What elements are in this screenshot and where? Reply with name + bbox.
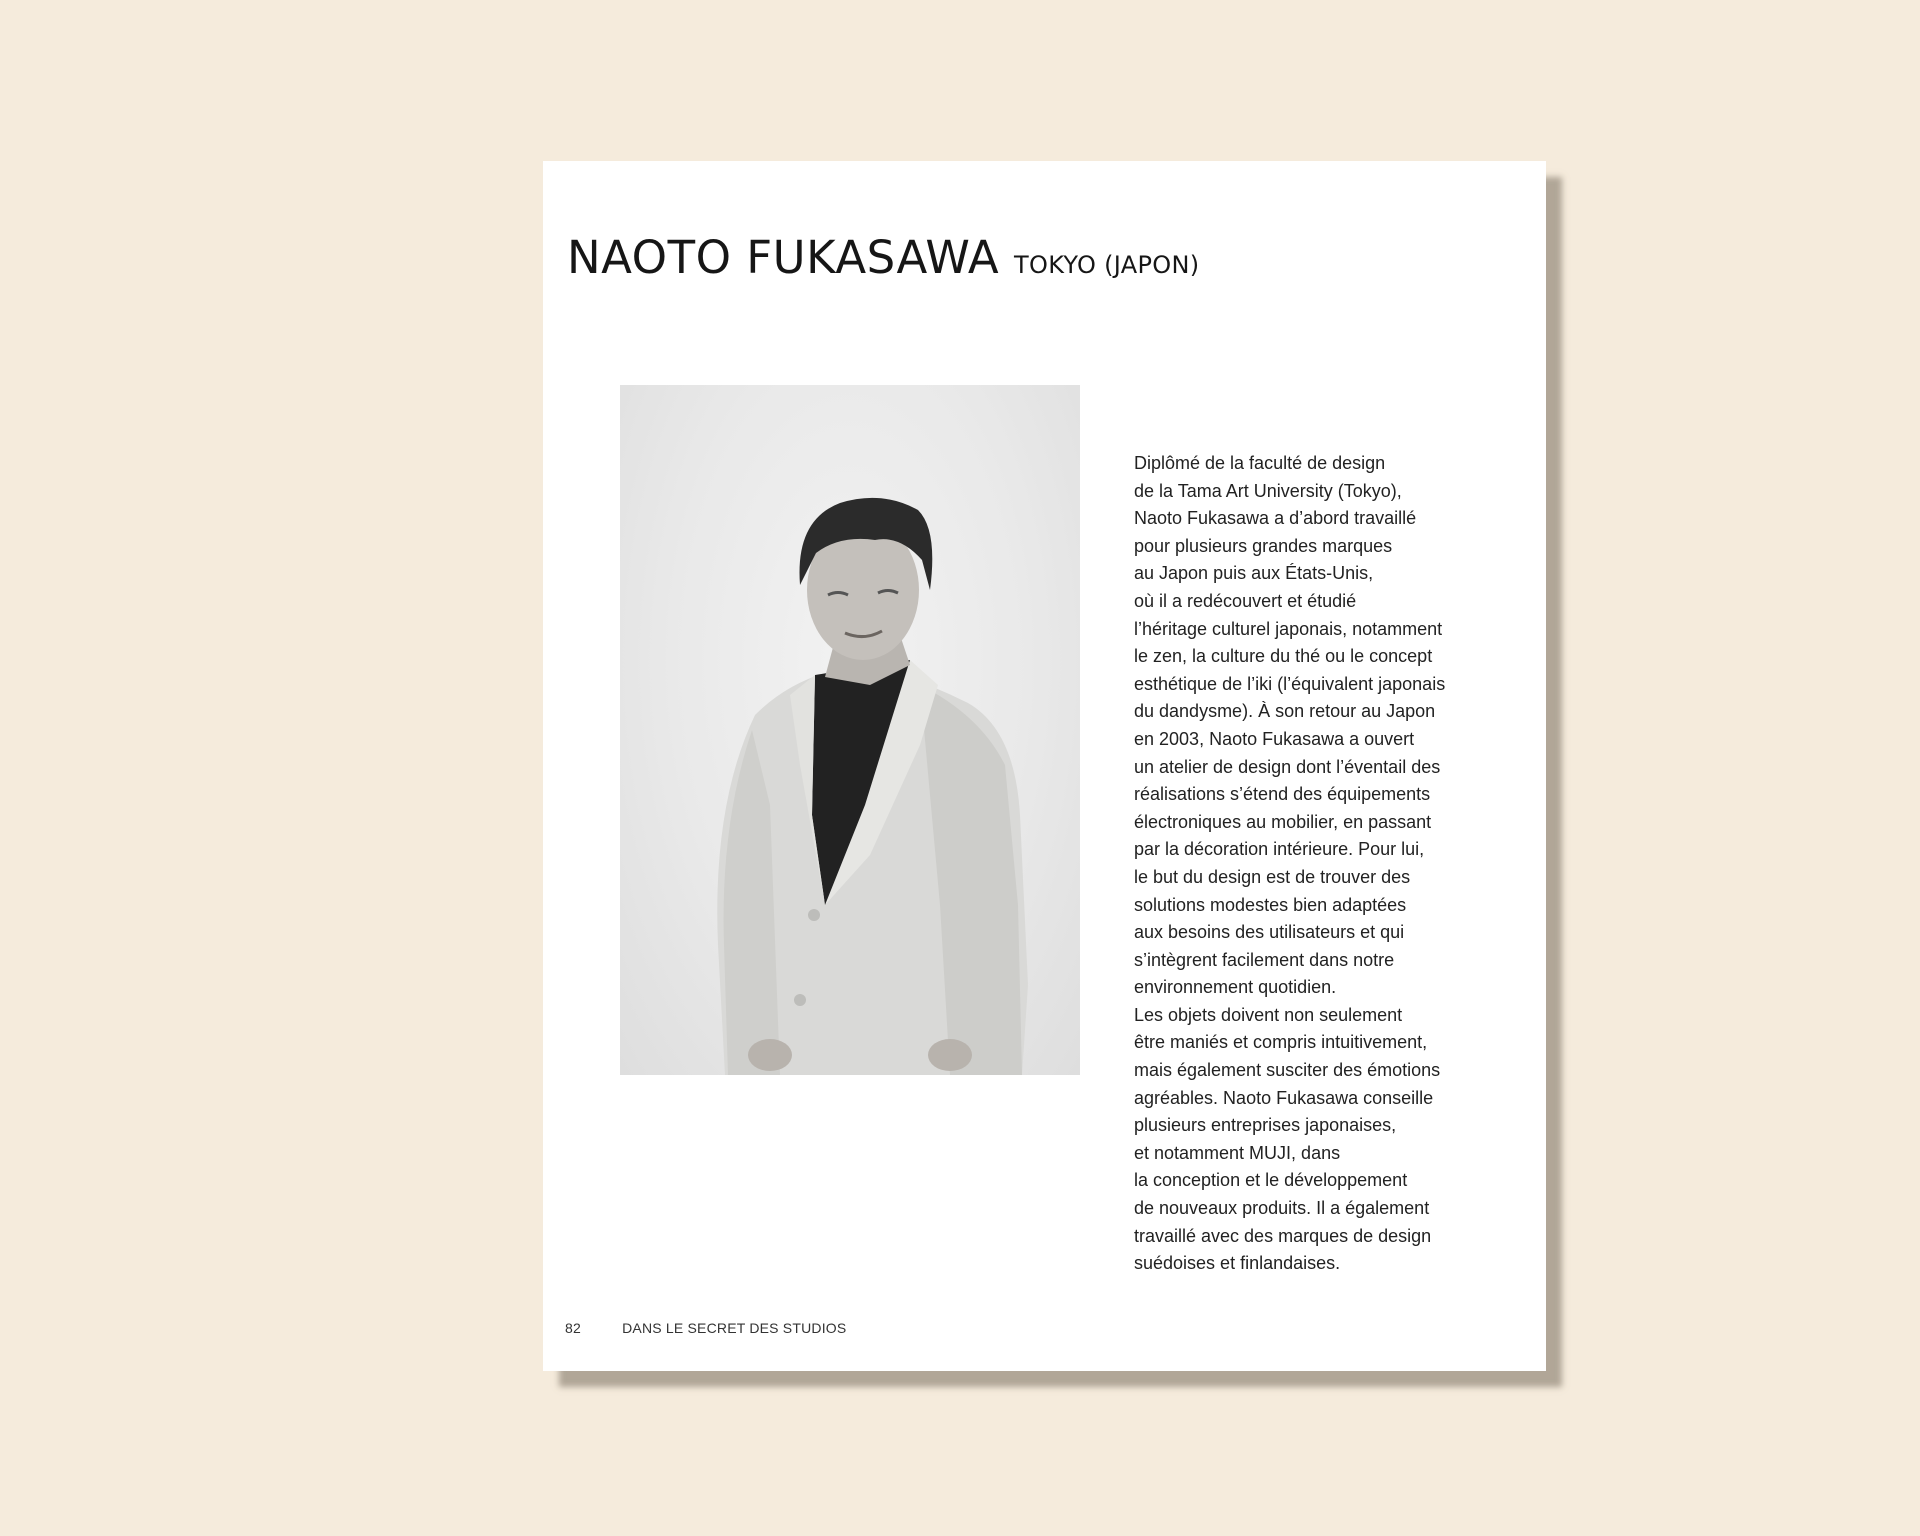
bio-line: réalisations s’étend des équipements	[1134, 784, 1431, 805]
bio-line: par la décoration intérieure. Pour lui,	[1134, 839, 1425, 860]
portrait-illustration	[620, 385, 1080, 1075]
bio-line: de la Tama Art University (Tokyo),	[1134, 480, 1402, 501]
bio-line: esthétique de l’iki (l’équivalent japonais	[1134, 673, 1446, 694]
page-heading	[567, 231, 1200, 284]
bio-line: Les objets doivent non seulement	[1134, 1004, 1403, 1025]
bio-line: où il a redécouvert et étudié	[1134, 590, 1357, 611]
bio-line: du dandysme). À son retour au Japon	[1134, 701, 1436, 722]
page-number: 82	[565, 1320, 581, 1336]
bio-line: et notamment MUJI, dans	[1134, 1142, 1341, 1163]
bio-line: Diplômé de la faculté de design	[1134, 453, 1386, 473]
bio-line: la conception et le développement	[1134, 1170, 1408, 1191]
bio-line: suédoises et finlandaises.	[1134, 1253, 1341, 1274]
page-footer	[565, 1320, 846, 1336]
bio-line: agréables. Naoto Fukasawa conseille	[1134, 1087, 1434, 1108]
book-page	[543, 161, 1546, 1371]
bio-line: solutions modestes bien adaptées	[1134, 894, 1407, 915]
bio-line: le zen, la culture du thé ou le concept	[1134, 646, 1433, 667]
bio-line: l’héritage culturel japonais, notamment	[1134, 618, 1443, 639]
bio-line: le but du design est de trouver des	[1134, 866, 1411, 887]
bio-line: en 2003, Naoto Fukasawa a ouvert	[1134, 728, 1415, 749]
bio-line: travaillé avec des marques de design	[1134, 1225, 1432, 1246]
designer-name: NAOTO FUKASAWA	[567, 231, 1000, 284]
bio-line: s’intègrent facilement dans notre	[1134, 949, 1395, 970]
bio-line: être maniés et compris intuitivement,	[1134, 1032, 1428, 1053]
bio-line: Naoto Fukasawa a d’abord travaillé	[1134, 508, 1417, 529]
bio-line: pour plusieurs grandes marques	[1134, 535, 1393, 556]
bio-line: électroniques au mobilier, en passant	[1134, 811, 1432, 832]
bio-line: environnement quotidien.	[1134, 977, 1337, 998]
bio-line: un atelier de design dont l’éventail des	[1134, 756, 1441, 777]
bio-line: aux besoins des utilisateurs et qui	[1134, 922, 1405, 943]
bio-line: mais également susciter des émotions	[1134, 1060, 1441, 1081]
biography-text	[1134, 450, 1534, 1278]
bio-line: de nouveaux produits. Il a également	[1134, 1198, 1430, 1219]
running-title: DANS LE SECRET DES STUDIOS	[622, 1320, 847, 1336]
bio-line: au Japon puis aux États-Unis,	[1134, 563, 1374, 584]
bio-line: plusieurs entreprises japonaises,	[1134, 1115, 1397, 1136]
portrait-photo	[620, 385, 1080, 1075]
designer-location: TOKYO (JAPON)	[1014, 251, 1200, 279]
